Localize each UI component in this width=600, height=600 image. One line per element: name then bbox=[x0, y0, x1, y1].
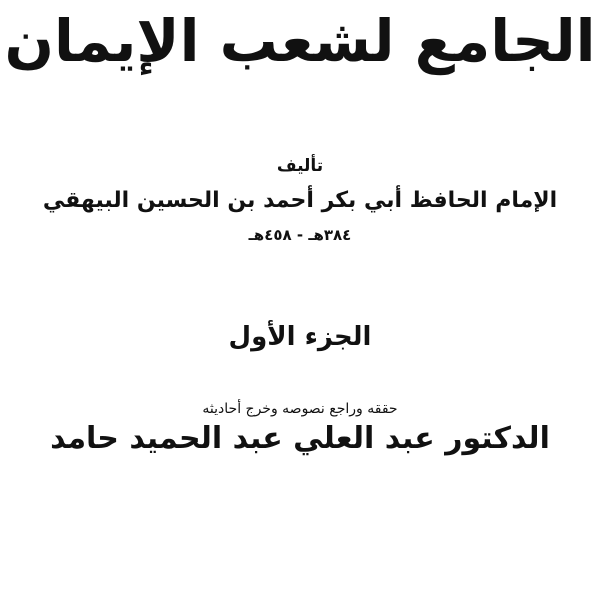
author-name: الإمام الحافظ أبي بكر أحمد بن الحسين البيهقي bbox=[42, 188, 558, 213]
editor-role: حققه وراجع نصوصه وخرج أحاديثه bbox=[202, 401, 398, 417]
author-label: تأليف bbox=[276, 156, 324, 176]
editor-name: الدكتور عبد العلي عبد الحميد حامد bbox=[50, 421, 550, 456]
volume-label: الجزء الأول bbox=[228, 322, 372, 352]
author-dates: ٣٨٤هـ - ٤٥٨هـ bbox=[248, 226, 352, 244]
book-title: الجامع لشعب الإيمان bbox=[4, 7, 596, 75]
